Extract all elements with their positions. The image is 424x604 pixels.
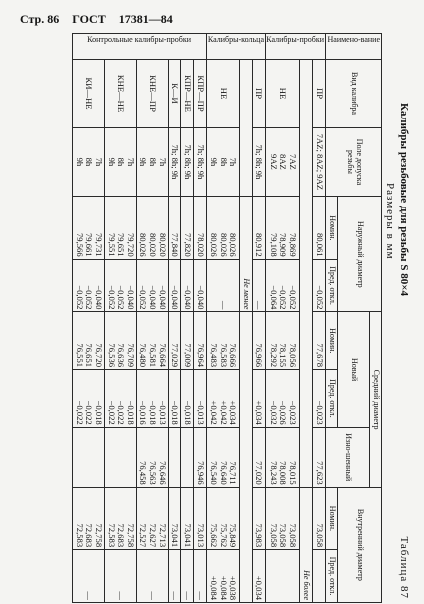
cell-v-pred: — bbox=[194, 550, 207, 603]
cell-n-pred: — bbox=[206, 259, 239, 312]
cell-vid: ПР bbox=[312, 60, 326, 127]
cell-v-pred: +0,038 +0,084 +0,084 bbox=[206, 550, 239, 603]
cell-pole: 7h; 8h; 9h bbox=[181, 127, 194, 197]
cell-s-nom: 77,009 bbox=[181, 312, 194, 370]
cell-s-izn bbox=[73, 427, 105, 487]
cell-v-nom: 72,758 72,683 72,583 bbox=[105, 487, 137, 549]
page-header bbox=[20, 12, 410, 32]
cell-vid: НЕ bbox=[265, 60, 299, 127]
col-iznosh: Изно-шенный bbox=[326, 427, 370, 487]
table-caption bbox=[396, 33, 410, 603]
cell-v-nom: 72,758 72,683 72,583 bbox=[73, 487, 105, 549]
gauge-table bbox=[72, 33, 382, 603]
cell-s-nom: 78,056 78,155 78,292 bbox=[265, 312, 299, 370]
cell-s-nom: 76,664 76,581 76,480 bbox=[136, 312, 168, 370]
cell-v-pred: +0,034 bbox=[252, 550, 265, 603]
cell-pole: 7h 8h 9h bbox=[206, 127, 239, 197]
cell-n-pred: — bbox=[252, 259, 265, 312]
cell-pole: 7AZ 8AZ 9AZ bbox=[265, 127, 299, 197]
cell-vid: КНЕ—ПР bbox=[136, 60, 168, 127]
cell-vid: КПР—ПР bbox=[194, 60, 207, 127]
cell-vid: КИ—НЕ bbox=[73, 60, 105, 127]
cell-s-pred: +0,034 bbox=[252, 370, 265, 428]
ne-bolee-note: Не более bbox=[300, 487, 313, 602]
standard-label: ГОСТ bbox=[72, 12, 106, 26]
cell-n-pred: −0,040 bbox=[194, 259, 207, 312]
cell-v-nom: 73,058 bbox=[312, 487, 326, 549]
table-row bbox=[300, 34, 313, 603]
cell-n-nom: 79,720 79,651 79,551 bbox=[105, 197, 137, 259]
col-v-nom: Номин. bbox=[326, 487, 338, 549]
cell-v-pred: — bbox=[105, 550, 137, 603]
cell-s-pred: −0,018 −0,022 −0,022 bbox=[105, 370, 137, 428]
col-vid: Вид калибра bbox=[326, 60, 382, 127]
cell-s-pred: +0,034 +0,042 +0,042 bbox=[206, 370, 239, 428]
table-title: Калибры резьбовые для резьбы S 80×4 bbox=[398, 103, 410, 297]
cell-pole: 7h; 8h; 9h bbox=[194, 127, 207, 197]
cell-s-izn: 78,015 78,008 78,243 bbox=[265, 427, 299, 487]
col-s-nom: Номин. bbox=[326, 312, 338, 370]
cell-n-pred: −0,040 −0,040 −0,052 bbox=[136, 259, 168, 312]
cell-n-pred: −0,052 −0,052 −0,064 bbox=[265, 259, 299, 312]
col-v-pred: Пред. откл. bbox=[326, 550, 338, 603]
cell-vid: КПР—НЕ bbox=[181, 60, 194, 127]
cell-v-pred: — bbox=[136, 550, 168, 603]
col-novyi: Новый bbox=[338, 312, 370, 427]
cell-n-nom: 80,061 bbox=[312, 197, 326, 259]
table-row bbox=[252, 34, 265, 603]
cell-s-nom: 76,966 bbox=[252, 312, 265, 370]
table-row bbox=[312, 34, 326, 603]
col-sredn: Средний диаметр bbox=[370, 312, 382, 487]
rotated-table-area bbox=[10, 33, 410, 603]
cell-pole: 7h 8h 9h bbox=[136, 127, 168, 197]
cell-s-nom: 77,029 bbox=[168, 312, 181, 370]
table-row bbox=[265, 34, 299, 603]
cell-v-pred: — bbox=[168, 550, 181, 603]
col-n-pred: Пред. откл. bbox=[326, 259, 338, 312]
col-vnutr: Внутренний диаметр bbox=[338, 487, 382, 602]
cell-s-pred: −0,023 −0,026 −0,032 bbox=[265, 370, 299, 428]
cell-s-nom: 77,678 bbox=[312, 312, 326, 370]
col-naim: Наимено-вание bbox=[326, 34, 382, 60]
cell-n-nom: 78,869 78,909 79,108 bbox=[265, 197, 299, 259]
standard-number: 17381—84 bbox=[118, 12, 173, 26]
cell-s-izn: 77,020 bbox=[252, 427, 265, 487]
cell-s-nom: 76,666 76,583 76,483 bbox=[206, 312, 239, 370]
cell-s-izn bbox=[168, 427, 181, 487]
cell-pole: 7h; 8h; 9h bbox=[252, 127, 265, 197]
table-row bbox=[105, 34, 137, 603]
cell-s-izn bbox=[181, 427, 194, 487]
cell-v-pred bbox=[312, 550, 326, 603]
cell-n-pred: −0,040 −0,052 −0,052 bbox=[105, 259, 137, 312]
cell-v-nom: 73,013 bbox=[194, 487, 207, 549]
cell-n-nom: 77,820 bbox=[181, 197, 194, 259]
table-row bbox=[206, 34, 239, 603]
units-label: Размеры в мм bbox=[384, 183, 396, 260]
cell-n-nom: 77,840 bbox=[168, 197, 181, 259]
cell-s-nom: 76,720 76,651 76,551 bbox=[73, 312, 105, 370]
table-row bbox=[194, 34, 207, 603]
cell-s-pred: −0,018 −0,022 −0,022 bbox=[73, 370, 105, 428]
group-label-g3: Контрольные калибры-пробки bbox=[73, 34, 207, 60]
cell-vid: ПР bbox=[252, 60, 265, 127]
cell-n-nom: 78,020 bbox=[194, 197, 207, 259]
page-number: Стр. 86 bbox=[20, 12, 60, 26]
cell-s-izn: 76,946 bbox=[194, 427, 207, 487]
cell-v-pred: — bbox=[73, 550, 105, 603]
cell-s-pred: −0,013 bbox=[194, 370, 207, 428]
cell-n-nom: 80,020 80,020 80,026 bbox=[136, 197, 168, 259]
cell-v-nom: 75,849 75,762 75,662 bbox=[206, 487, 239, 549]
group-label-g2: Калибры-кольца bbox=[206, 34, 265, 60]
cell-vid: НЕ bbox=[206, 60, 239, 127]
cell-s-nom: 76,709 76,636 76,536 bbox=[105, 312, 137, 370]
cell-n-pred: −0,052 bbox=[312, 259, 326, 312]
cell-v-pred: — bbox=[181, 550, 194, 603]
cell-pole: 7h 8h 9h bbox=[73, 127, 105, 197]
cell-s-pred: −0,018 bbox=[181, 370, 194, 428]
ne-menee-note: Не менее bbox=[240, 197, 253, 312]
table-number: Таблица 87 bbox=[398, 536, 410, 599]
cell-pole: 7AZ; 8AZ; 9AZ bbox=[312, 127, 326, 197]
table-row bbox=[181, 34, 194, 603]
table-row bbox=[136, 34, 168, 603]
cell-v-pred bbox=[265, 550, 299, 603]
table-row bbox=[168, 34, 181, 603]
col-pole: Поле допуска резьбы bbox=[326, 127, 382, 197]
cell-pole: 7h 8h 9h bbox=[105, 127, 137, 197]
cell-n-pred: −0,040 bbox=[168, 259, 181, 312]
cell-n-pred: −0,040 bbox=[181, 259, 194, 312]
cell-s-nom: 76,964 bbox=[194, 312, 207, 370]
cell-s-pred: −0,018 bbox=[168, 370, 181, 428]
table-row bbox=[73, 34, 105, 603]
cell-vid: КНЕ—НЕ bbox=[105, 60, 137, 127]
col-n-nom: Номин. bbox=[326, 197, 338, 259]
cell-n-nom: 80,912 bbox=[252, 197, 265, 259]
cell-s-pred: −0,013 −0,018 −0,016 bbox=[136, 370, 168, 428]
group-label-g1: Калибры-пробки bbox=[265, 34, 326, 60]
table-row bbox=[240, 34, 253, 603]
col-naruzh: Наружный диаметр bbox=[338, 197, 382, 312]
cell-s-izn bbox=[105, 427, 137, 487]
cell-v-nom: 72,713 72,627 72,527 bbox=[136, 487, 168, 549]
cell-n-nom: 79,731 79,661 79,566 bbox=[73, 197, 105, 259]
cell-s-pred: −0,023 bbox=[312, 370, 326, 428]
cell-vid: К—И bbox=[168, 60, 181, 127]
units-line bbox=[382, 33, 396, 603]
cell-n-nom: 80,026 80,026 80,026 bbox=[206, 197, 239, 259]
cell-s-izn: 76,711 76,640 76,540 bbox=[206, 427, 239, 487]
cell-v-nom: 73,058 73,058 73,058 bbox=[265, 487, 299, 549]
cell-n-pred: −0,040 −0,052 −0,052 bbox=[73, 259, 105, 312]
cell-pole: 7h; 8h; 9h bbox=[168, 127, 181, 197]
cell-v-nom: 73,983 bbox=[252, 487, 265, 549]
cell-v-nom: 73,041 bbox=[168, 487, 181, 549]
cell-v-nom: 73,041 bbox=[181, 487, 194, 549]
cell-s-izn: 76,646 76,563 76,458 bbox=[136, 427, 168, 487]
col-s-pred: Пред. откл. bbox=[326, 370, 338, 428]
cell-s-izn: 77,623 bbox=[312, 427, 326, 487]
